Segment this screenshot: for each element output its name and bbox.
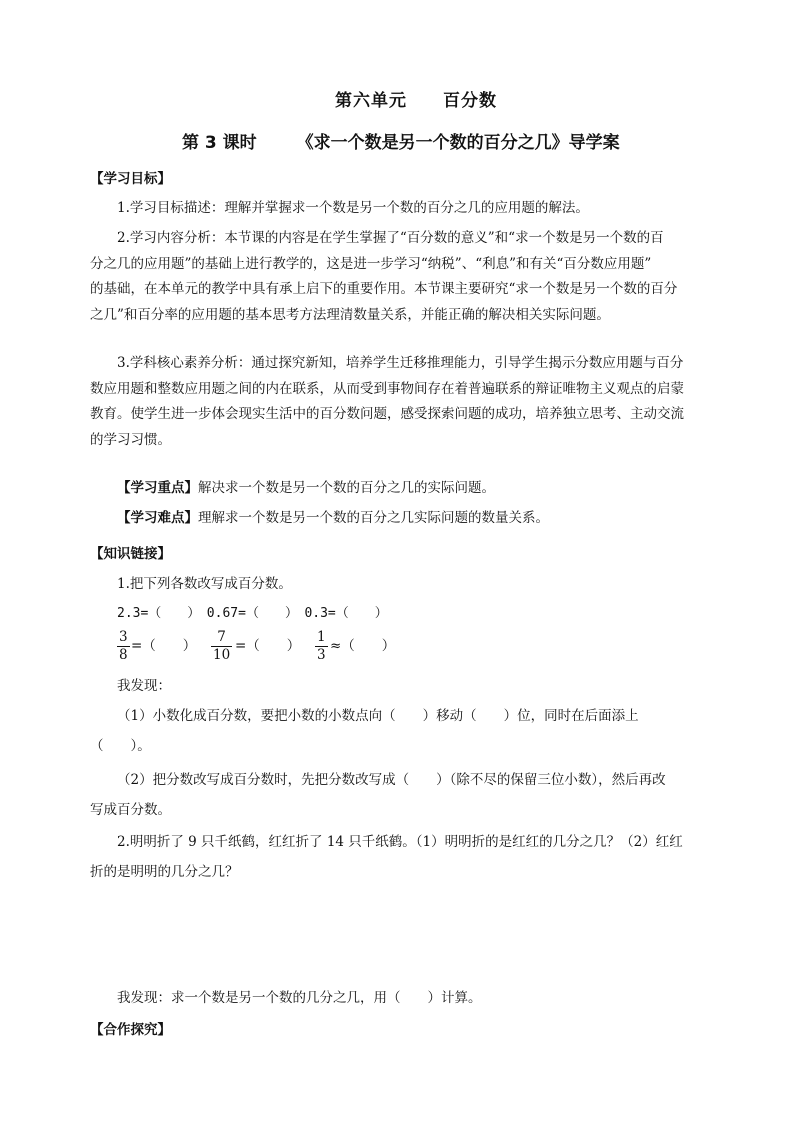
discover-1-line-1: （1）小数化成百分数，要把小数的小数点向（ ）移动（ ）位，同时在后面添上 xyxy=(117,708,639,724)
discover-2-line-1: （2）把分数改写成百分数时，先把分数改写成（ ）（除不尽的保留三位小数），然后再改 xyxy=(117,772,666,788)
goal-3-line: 教育。使学生进一步体会现实生活中的百分数问题，感受探索问题的成功，培养独立思考、主动交流 xyxy=(90,406,684,422)
goal-3-line: 3.学科核心素养分析：通过探究新知，培养学生迁移推理能力，引导学生揭示分数应用题与百分 xyxy=(117,355,684,371)
question-2-line-2: 折的是明明的几分之几？ xyxy=(90,864,239,880)
unit-topic: 百分数 xyxy=(443,91,497,111)
difficulty-label: 【学习难点】 xyxy=(117,510,198,526)
key-point xyxy=(117,476,495,502)
fraction-denominator: 8 xyxy=(119,647,128,663)
fraction-7-10 xyxy=(211,629,232,664)
fraction-numerator: 1 xyxy=(317,629,326,645)
discover-label: 我发现： xyxy=(117,678,171,694)
fraction-blank: =（ ） xyxy=(235,638,301,654)
goal-1: 1.学习目标描述：理解并掌握求一个数是另一个数的百分之几的应用题的解法。 xyxy=(117,200,589,216)
goal-3-line: 数应用题和整数应用题之间的内在联系，从而受到事物间存在着普遍联系的辩证唯物主义观点的启蒙 xyxy=(90,380,684,397)
unit-label: 第六单元 xyxy=(335,91,407,111)
fraction-denominator: 10 xyxy=(213,647,231,663)
lesson-name: 《求一个数是另一个数的百分之几》导学案 xyxy=(296,133,620,153)
discover-1-line-2: （ ）。 xyxy=(90,738,151,754)
discover-2-line-2: 写成百分数。 xyxy=(90,802,171,818)
fraction-blank: =（ ） xyxy=(131,638,197,654)
fraction-3-8 xyxy=(117,629,130,664)
difficulty-point xyxy=(117,506,549,532)
goal-2-line: 2.学习内容分析：本节课的内容是在学生掌握了“百分数的意义”和“求一个数是另一个数的百 xyxy=(117,230,664,246)
goal-2 xyxy=(90,226,677,328)
unit-title xyxy=(0,86,794,111)
discover-conclusion: 我发现：求一个数是另一个数的几分之几，用（ ）计算。 xyxy=(117,990,482,1006)
lesson-title xyxy=(182,128,620,153)
fraction-numerator: 3 xyxy=(119,629,128,645)
fraction-denominator: 3 xyxy=(317,647,326,663)
goal-2-line: 分之几的应用题”的基础上进行教学的，这是进一步学习“纳税”、“利息”和有关“百分数应用题” xyxy=(90,255,652,272)
explore-heading: 【合作探究】 xyxy=(90,1022,171,1038)
fraction-1-3 xyxy=(315,629,328,664)
goal-2-line: 的基础，在本单元的教学中具有承上启下的重要作用。本节课主要研究“求一个数是另一个数的百分 xyxy=(90,281,678,297)
link-heading: 【知识链接】 xyxy=(90,546,171,562)
question-1: 1.把下列各数改写成百分数。 xyxy=(117,576,292,592)
fraction-numerator: 7 xyxy=(217,629,226,645)
goal-3 xyxy=(90,351,684,453)
question-2-line-1: 2.明明折了 9 只千纸鹤，红红折了 14 只千纸鹤。（1）明明折的是红红的几分之几？（2）红红 xyxy=(117,834,683,850)
key-point-label: 【学习重点】 xyxy=(117,480,198,496)
lesson-number: 第 3 课时 xyxy=(182,133,257,153)
goal-2-line: 之几”和百分率的应用题的基本思考方法理清数量关系，并能正确的解决相关实际问题。 xyxy=(90,306,610,323)
goal-3-line: 的学习习惯。 xyxy=(90,431,171,448)
decimal-conversions: 2.3=（ ） 0.67=（ ） 0.3=（ ） xyxy=(117,606,388,621)
difficulty-text: 理解求一个数是另一个数的百分之几实际问题的数量关系。 xyxy=(198,510,549,526)
fraction-blank: ≈（ ） xyxy=(330,638,396,654)
goals-heading: 【学习目标】 xyxy=(90,171,171,187)
key-point-text: 解决求一个数是另一个数的百分之几的实际问题。 xyxy=(198,480,495,496)
